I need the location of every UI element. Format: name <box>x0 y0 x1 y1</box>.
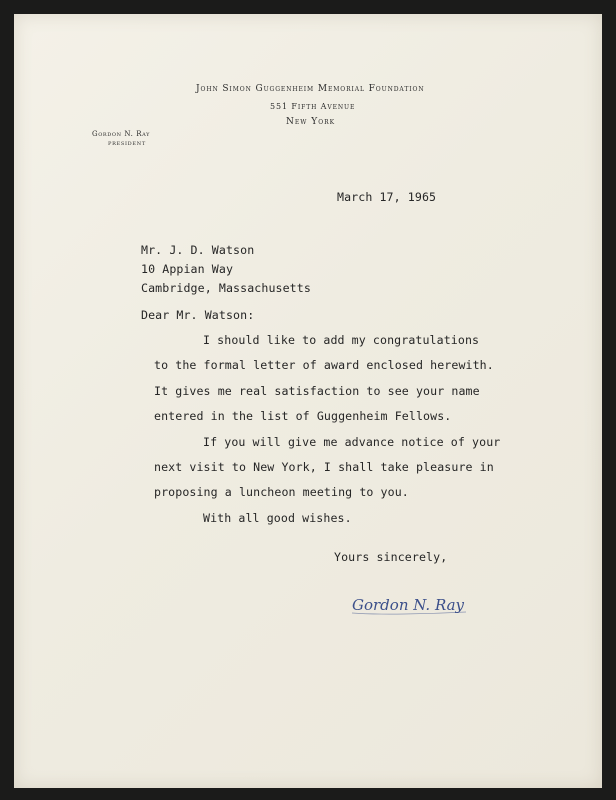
recipient-street: 10 Appian Way <box>141 262 234 276</box>
closing: Yours sincerely, <box>334 550 448 564</box>
recipient-city: Cambridge, Massachusetts <box>141 281 311 295</box>
body-line: next visit to New York, I shall take pleasure in <box>154 460 494 474</box>
letterhead-organization: John Simon Guggenheim Memorial Foundation <box>196 84 425 94</box>
body-line: If you will give me advance notice of your <box>203 435 501 449</box>
letter-sheet <box>14 14 602 788</box>
body-line: It gives me real satisfaction to see your name <box>154 384 480 398</box>
letterhead-city: New York <box>286 117 336 127</box>
signature-text: Gordon N. Ray <box>352 596 465 614</box>
letter-date: March 17, 1965 <box>337 190 437 204</box>
letterhead-sender-title: PRESIDENT <box>108 141 146 147</box>
recipient-name: Mr. J. D. Watson <box>141 243 255 257</box>
body-line: proposing a luncheon meeting to you. <box>154 485 409 499</box>
signature <box>348 586 488 624</box>
letterhead-street: 551 Fifth Avenue <box>270 102 356 111</box>
letterhead-sender-name: Gordon N. Ray <box>92 130 151 138</box>
body-line: With all good wishes. <box>203 511 352 525</box>
salutation: Dear Mr. Watson: <box>141 308 255 322</box>
body-line: entered in the list of Guggenheim Fellows. <box>154 409 452 423</box>
body-line: to the formal letter of award enclosed herewith. <box>154 358 494 372</box>
body-line: I should like to add my congratulations <box>203 333 480 347</box>
